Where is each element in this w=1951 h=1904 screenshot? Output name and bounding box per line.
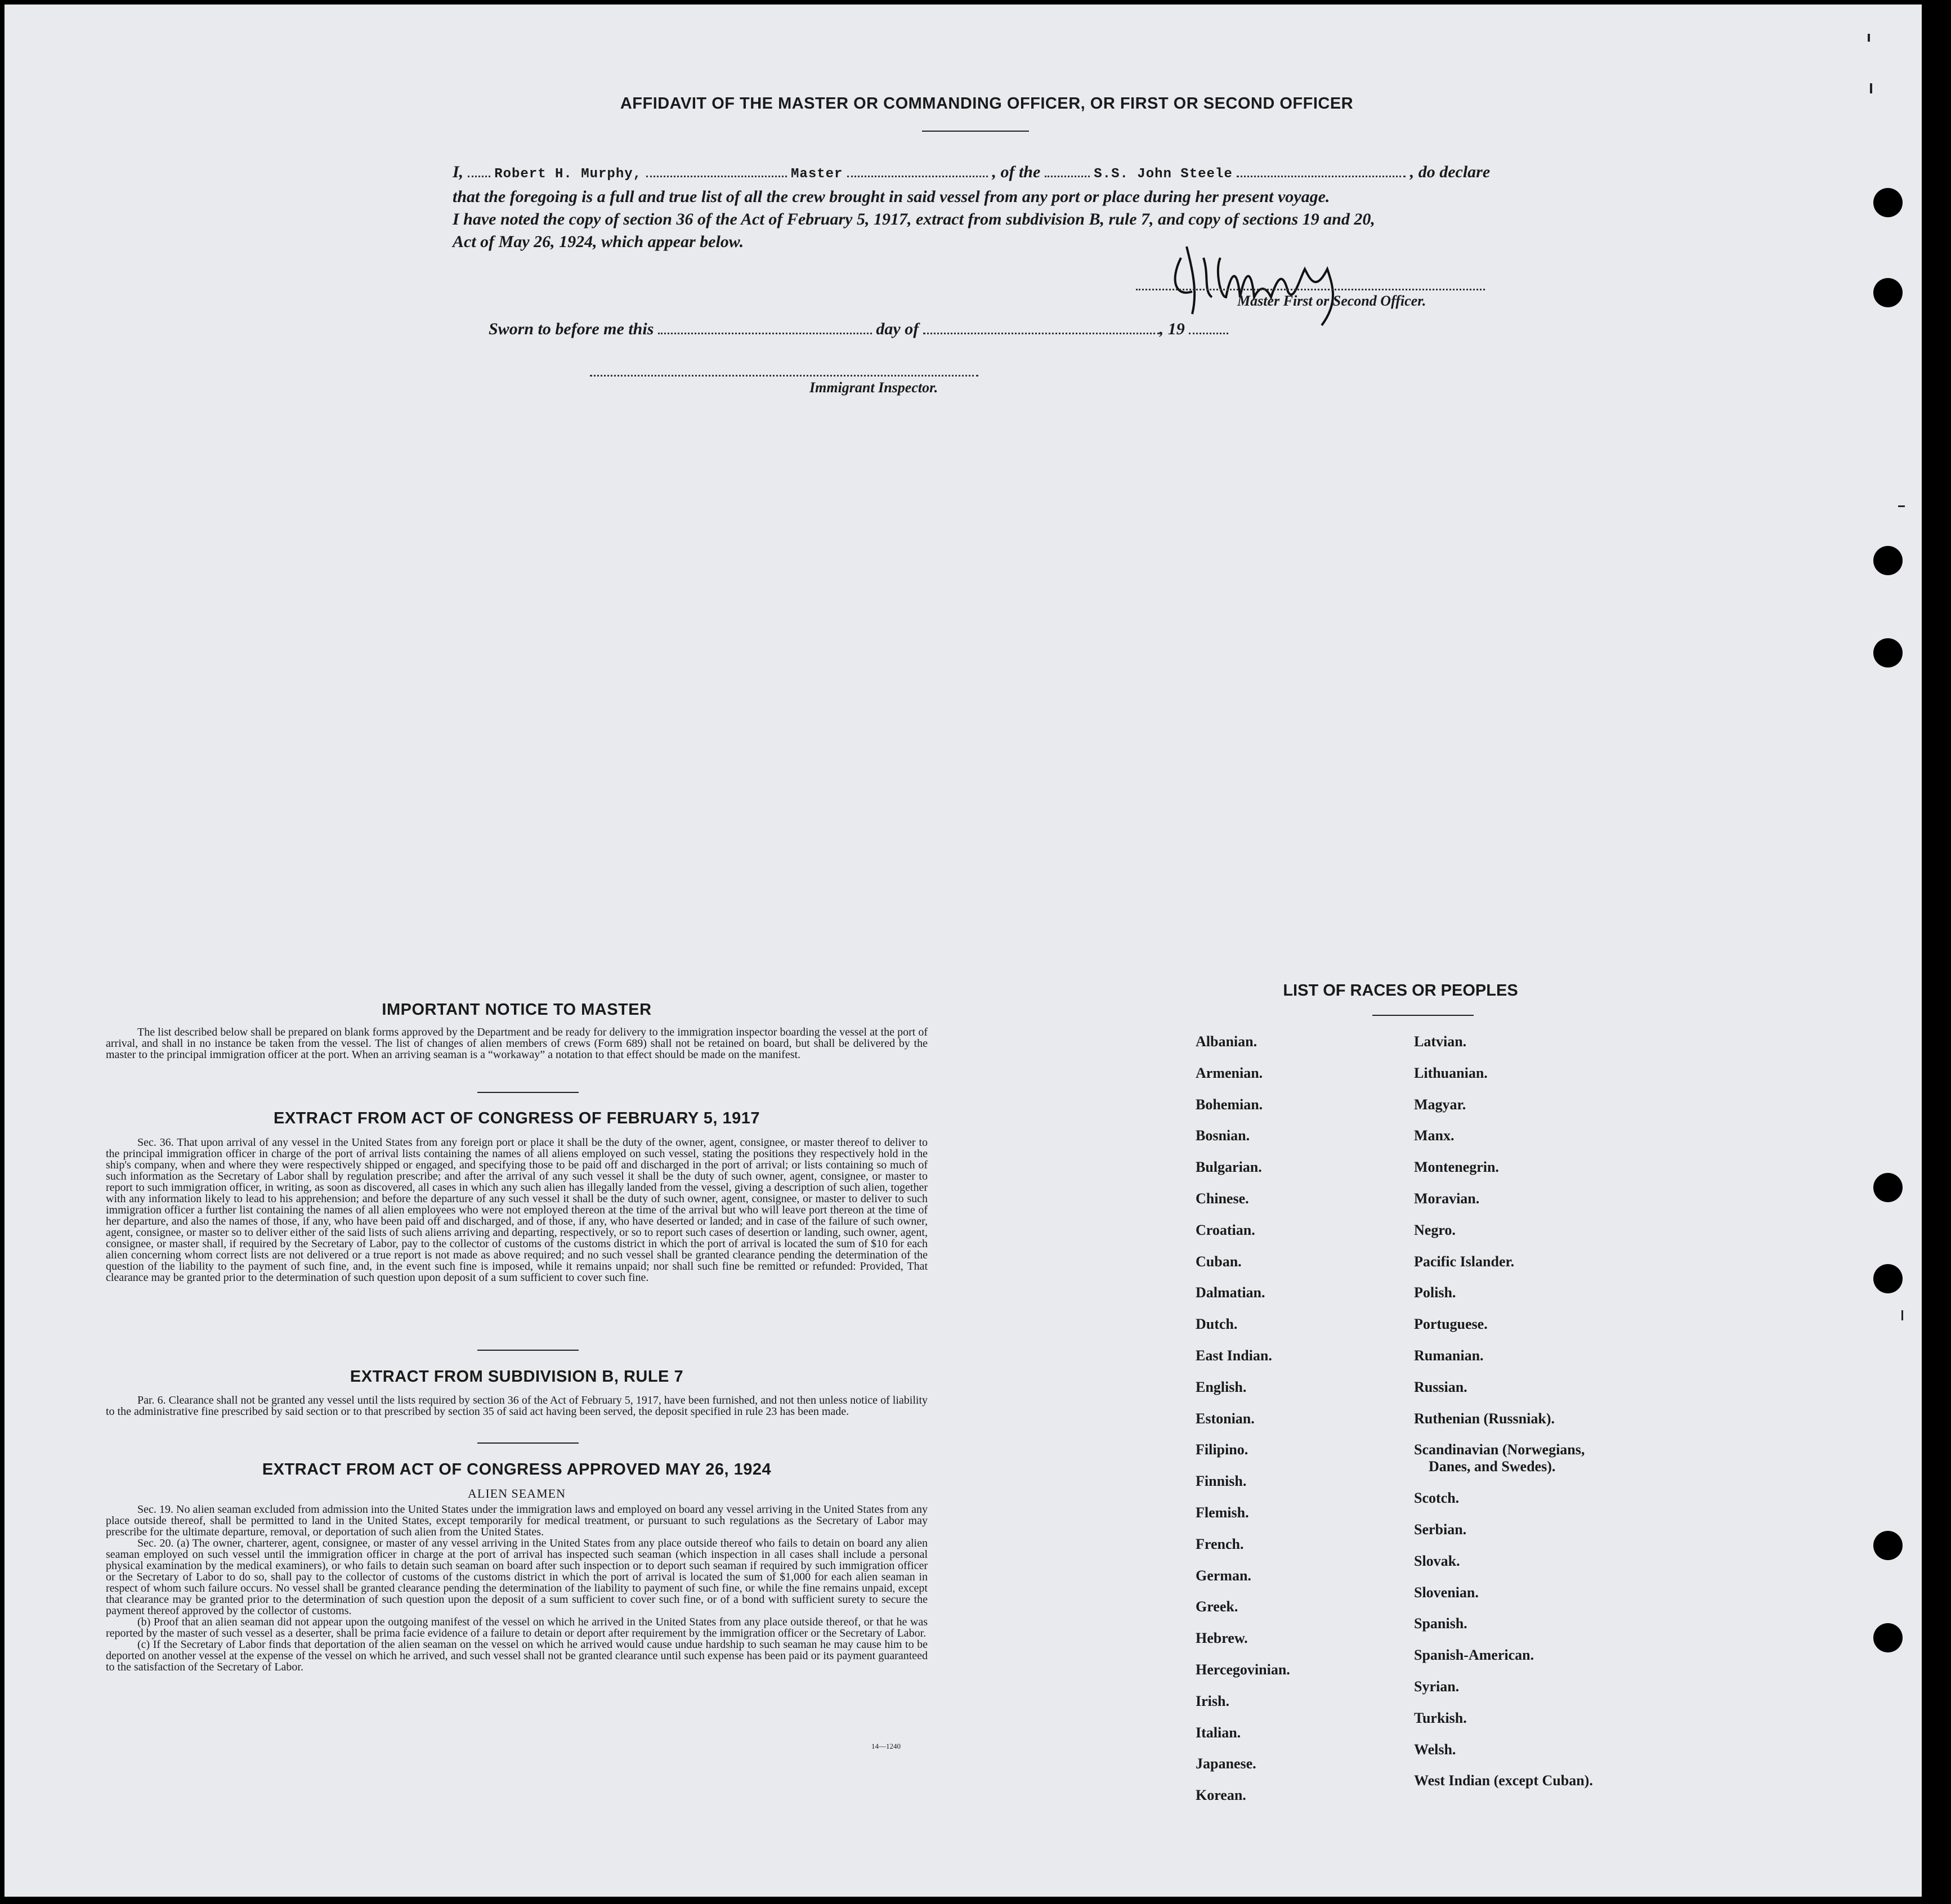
- race-item: Flemish.: [1196, 1504, 1249, 1521]
- section-rule: [477, 1442, 579, 1444]
- race-item: Bohemian.: [1196, 1096, 1263, 1113]
- i-label: I,: [453, 163, 464, 181]
- race-item: Irish.: [1196, 1692, 1229, 1709]
- race-item: Polish.: [1414, 1284, 1456, 1301]
- race-item: Spanish.: [1414, 1615, 1467, 1632]
- race-item: English.: [1196, 1378, 1247, 1395]
- race-item: Slovenian.: [1414, 1584, 1479, 1601]
- race-item: Dalmatian.: [1196, 1284, 1265, 1301]
- rule-7-text: [106, 1395, 928, 1417]
- inspector-signature-line: [590, 375, 978, 377]
- punch-hole: [1873, 1264, 1903, 1293]
- punch-hole: [1873, 1623, 1903, 1652]
- document-page: [5, 5, 1922, 1897]
- notice-paragraph: The list described below shall be prepared on blank forms approved by the Department and be ready for delivery to the immigration inspector boarding the vessel at the port of arrival, and shall in no instance be taken from the vessel. The list of changes of alien members of crews (Form 689) shall not be retained on board, but shall be delivered by the master to the principal immigration officer at the port. When an arriving seaman is a “workaway” a notation to that effect should be made on the manifest.: [106, 1026, 928, 1061]
- signature-line: [1136, 289, 1485, 290]
- par-6-paragraph: Par. 6. Clearance shall not be granted any vessel until the lists required by section 36 of the Act of February 5, 1917, have been furnished, and not then unless notice of liability to the administrative fine prescribed by said section or to that prescribed by section 35 of said act having been served, the deposit specified in rule 23 has been made.: [106, 1394, 928, 1418]
- title-rule: [922, 131, 1029, 132]
- race-item: Hercegovinian.: [1196, 1661, 1290, 1678]
- race-item: Bosnian.: [1196, 1127, 1250, 1144]
- race-item: Scotch.: [1414, 1490, 1460, 1507]
- sec-20a-paragraph: Sec. 20. (a) The owner, charterer, agent, consignee, or master of any vessel arriving in the United States from any place outside thereof who fails to detain on board any alien seaman employed on such vessel until the immigration officer in charge at the port of arrival has inspected such seaman (which inspection in all cases shall include a personal physical examination by the medical examiners), or who fails to detain such seaman on board after such inspection or to deport such seaman if required by such immigration officer or the Secretary of Labor to do so, shall pay to the collector of customs of the customs district in which the port of arrival is located the sum of $1,000 for each alien seaman in respect of whom such failure occurs. No vessel shall be granted clearance pending the determination of the liability to payment of such fine, or while the fine remains unpaid, except that clearance may be granted prior to the determination of such question upon the deposit of a sum sufficient to cover such fine, or of a bond with sufficient surety to secure the payment thereof approved by the collector of customs.: [106, 1537, 928, 1617]
- do-declare-label: , do declare: [1409, 163, 1491, 181]
- act-1924-title: EXTRACT FROM ACT OF CONGRESS APPROVED MAY 26, 1924: [262, 1461, 772, 1479]
- rule-7-title: EXTRACT FROM SUBDIVISION B, RULE 7: [350, 1368, 684, 1386]
- section-rule: [477, 1350, 579, 1351]
- punch-hole: [1873, 1531, 1903, 1560]
- races-left-column: [1196, 1033, 1290, 1818]
- races-right-column: [1414, 1033, 1593, 1804]
- form-number: 14—1240: [871, 1742, 901, 1750]
- act-1917-title: EXTRACT FROM ACT OF CONGRESS OF FEBRUARY 5, 1917: [273, 1109, 760, 1127]
- year-prefix: , 19: [1159, 320, 1185, 338]
- race-item: Moravian.: [1414, 1190, 1480, 1207]
- race-item: Finnish.: [1196, 1473, 1247, 1490]
- inspector-caption: Immigrant Inspector.: [809, 379, 938, 396]
- section-rule: [477, 1092, 579, 1093]
- sec-20b-paragraph: (b) Proof that an alien seaman did not appear upon the outgoing manifest of the vessel on which he arrived in the United States from any place outside thereof, or that he was reported by the master of such vessel as a deserter, shall be prima facie evidence of a failure to detain or deport after requirement by the immigration officer or the Secretary of Labor.: [106, 1616, 928, 1639]
- race-item: Syrian.: [1414, 1678, 1460, 1695]
- race-item: Italian.: [1196, 1724, 1241, 1741]
- race-item: German.: [1196, 1567, 1251, 1584]
- races-title: LIST OF RACES OR PEOPLES: [1283, 982, 1518, 1000]
- affidavit-title: AFFIDAVIT OF THE MASTER OR COMMANDING OFFICER, OR FIRST OR SECOND OFFICER: [620, 95, 1354, 113]
- of-the-label: , of the: [992, 163, 1041, 181]
- sec-20c-paragraph: (c) If the Secretary of Labor finds that deportation of the alien seaman on the vessel on which he arrived would cause undue hardship to such seaman he may cause him to be deported on another vessel at the expense of the vessel on which he arrived, and such vessel shall not be granted clearance until such expense has been paid or its payment guaranteed to the satisfaction of the Secretary of Labor.: [106, 1638, 928, 1673]
- notice-title: IMPORTANT NOTICE TO MASTER: [382, 1001, 652, 1019]
- race-item: East Indian.: [1196, 1347, 1272, 1364]
- race-item: Japanese.: [1196, 1755, 1256, 1772]
- race-item: Greek.: [1196, 1598, 1238, 1615]
- race-item: Ruthenian (Russniak).: [1414, 1410, 1555, 1427]
- race-item: Estonian.: [1196, 1410, 1255, 1427]
- race-item: Danes, and Swedes).: [1429, 1458, 1556, 1475]
- sworn-line: [489, 320, 1228, 339]
- race-item: Turkish.: [1414, 1709, 1467, 1726]
- race-item: Hebrew.: [1196, 1630, 1248, 1647]
- sec-36-paragraph: Sec. 36. That upon arrival of any vessel in the United States from any foreign port or place it shall be the duty of the owner, agent, consignee, or master thereof to deliver to the principal immigration officer in charge of the port of arrival lists containing the names of all aliens employed on such vessel, stating the positions they respectively hold in the ship's company, when and where they were respectively shipped or engaged, and specifying those to be paid off and discharged in the port of arrival; or lists containing so much of such information as the Secretary of Labor shall by regulation prescribe; and after the arrival of any such vessel it shall be the duty of such owner, agent, consignee, or master to report to such immigration officer, in writing, as soon as discovered, all cases in which any such alien has illegally landed from the vessel, giving a description of such alien, together with any information likely to lead to his apprehension; and before the departure of any such vessel it shall be the duty of such owner, agent, consignee, or master to deliver to such immigration officer a further list containing the names of all alien employees who were not employed thereon at the time of the arrival but who will leave port thereon at the time of her departure, and also the names of those, if any, who have been paid off and discharged, and of those, if any, who have deserted or landed; and in case of the failure of such owner, agent, consignee, or master so to deliver either of the said lists of such aliens arriving and departing, respectively, or so to report such cases of desertion or landing, such owner, agent, consignee, or master shall, if required by the Secretary of Labor, pay to the collector of customs of the customs district in which the port of arrival is located the sum of $10 for each alien concerning whom correct lists are not delivered or a true report is not made as above required; and no such vessel shall be granted clearance pending the determination of the question of the liability to the payment of such fine, and, in the event such fine is imposed, while it remains unpaid; nor shall such fine be remitted or refunded: Provided, That clearance may be granted prior to the determination of such question upon deposit of a sum sufficient to cover such fine.: [106, 1136, 928, 1284]
- race-item: Korean.: [1196, 1787, 1246, 1804]
- scan-speck: [1898, 505, 1905, 507]
- declaration-line-3: I have noted the copy of section 36 of the Act of February 5, 1917, extract from subdivision B, rule 7, and copy of sections 19 and 20,: [453, 210, 1375, 229]
- race-item: Spanish-American.: [1414, 1647, 1534, 1664]
- punch-hole: [1873, 638, 1903, 667]
- scan-speck: [1870, 83, 1872, 93]
- punch-hole: [1873, 278, 1903, 307]
- master-name-field: Robert H. Murphy,: [494, 167, 642, 182]
- races-title-rule: [1372, 1015, 1474, 1016]
- race-item: Dutch.: [1196, 1316, 1238, 1333]
- act-1924-text: [106, 1504, 928, 1673]
- race-item: Portuguese.: [1414, 1316, 1488, 1333]
- race-item: Latvian.: [1414, 1033, 1467, 1050]
- race-item: Bulgarian.: [1196, 1159, 1262, 1176]
- alien-seamen-subtitle: ALIEN SEAMEN: [468, 1486, 566, 1500]
- declaration-line-2: that the foregoing is a full and true list of all the crew brought in said vessel from any port or place during her present voyage.: [453, 187, 1330, 206]
- race-item: Welsh.: [1414, 1741, 1456, 1758]
- day-of-label: day of: [876, 320, 919, 338]
- race-item: Slovak.: [1414, 1552, 1460, 1569]
- sworn-prefix: Sworn to before me this: [489, 320, 654, 338]
- race-item: Scandinavian (Norwegians,: [1414, 1441, 1585, 1458]
- race-item: Serbian.: [1414, 1521, 1467, 1538]
- race-item: Pacific Islander.: [1414, 1253, 1515, 1270]
- race-item: Armenian.: [1196, 1064, 1263, 1081]
- race-item: Manx.: [1414, 1127, 1455, 1144]
- sec-19-paragraph: Sec. 19. No alien seaman excluded from admission into the United States under the immigration laws and employed on board any vessel arriving in the United States from any place outside thereof, shall be permitted to land in the United States, except temporarily for medical treatment, or pursuant to such regulations as the Secretary of Labor may prescribe for the ultimate departure, removal, or deportation of such alien from the United States.: [106, 1503, 928, 1538]
- race-item: West Indian (except Cuban).: [1414, 1772, 1593, 1789]
- race-item: Negro.: [1414, 1221, 1456, 1238]
- punch-hole: [1873, 546, 1903, 575]
- scan-speck: [1868, 34, 1870, 42]
- race-item: Chinese.: [1196, 1190, 1249, 1207]
- race-item: Magyar.: [1414, 1096, 1466, 1113]
- race-item: Croatian.: [1196, 1221, 1255, 1238]
- race-item: Russian.: [1414, 1378, 1467, 1395]
- declaration-line-4: Act of May 26, 1924, which appear below.: [453, 232, 744, 251]
- scan-speck: [1901, 1310, 1903, 1320]
- race-item: Rumanian.: [1414, 1347, 1484, 1364]
- punch-hole: [1873, 1173, 1903, 1202]
- race-item: Montenegrin.: [1414, 1159, 1499, 1176]
- master-signature: [1158, 235, 1440, 331]
- notice-text: [106, 1027, 928, 1060]
- race-item: French.: [1196, 1535, 1244, 1552]
- race-item: Albanian.: [1196, 1033, 1258, 1050]
- vessel-name-field: S.S. John Steele: [1094, 167, 1233, 182]
- race-item: Lithuanian.: [1414, 1064, 1488, 1081]
- race-item: Cuban.: [1196, 1253, 1242, 1270]
- act-1917-text: [106, 1137, 928, 1283]
- punch-hole: [1873, 188, 1903, 217]
- race-item: Filipino.: [1196, 1441, 1249, 1458]
- signature-caption: Master First or Second Officer.: [1237, 293, 1426, 309]
- rank-field: Master: [791, 167, 843, 182]
